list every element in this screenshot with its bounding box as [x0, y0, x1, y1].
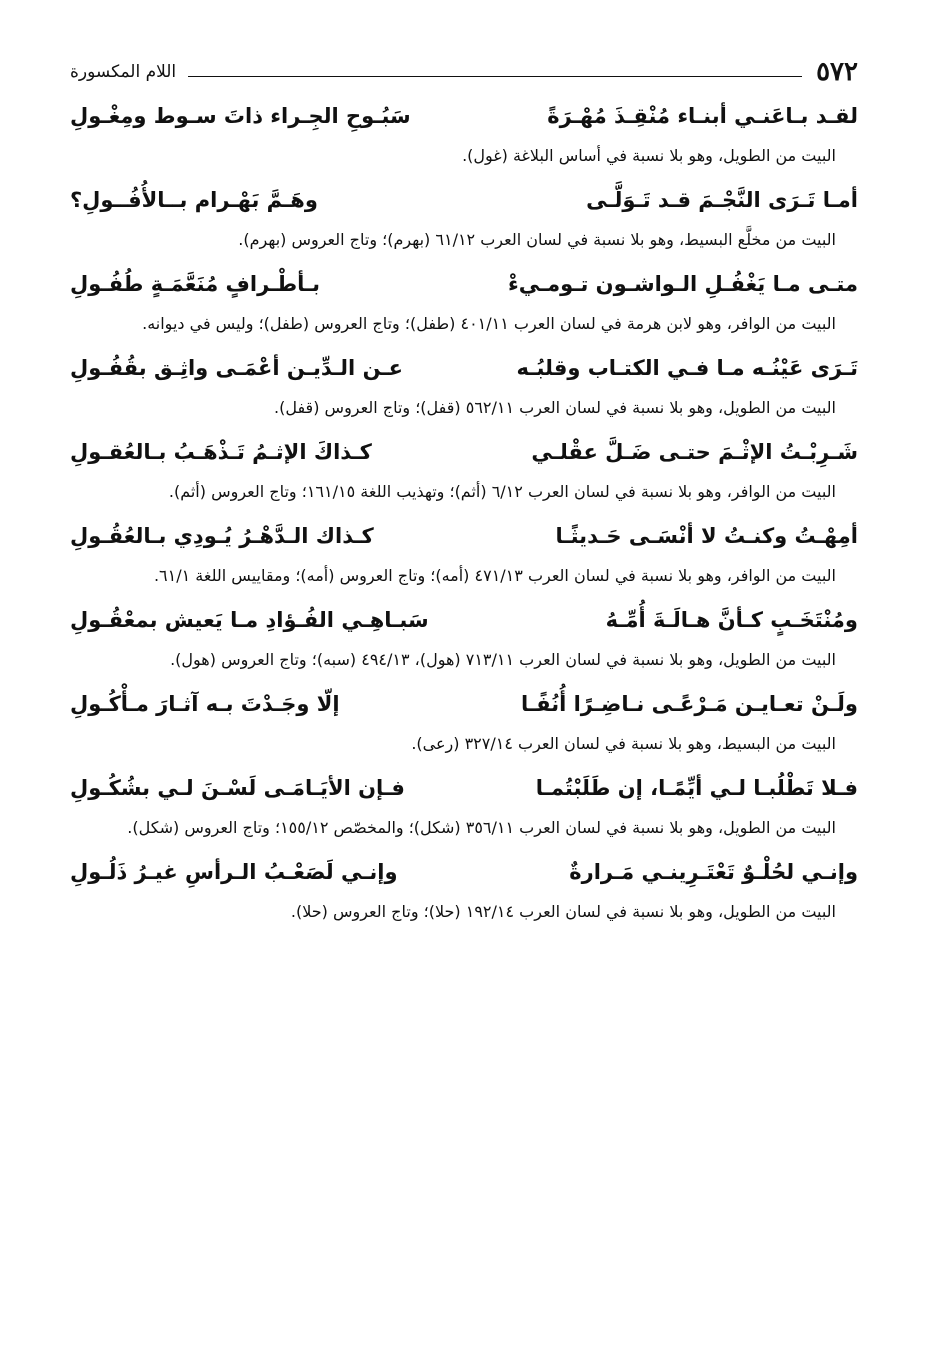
- second-hemistich: كـذاكَ الإثـمُ تَـذْهَـبُ بـالعُقـولِ: [70, 440, 372, 464]
- first-hemistich: فـلا تَطْلُبـا لـي أيِّمًـا، إن طَلَبْتُمـا: [535, 776, 858, 800]
- first-hemistich: أمـا تَـرَى النَّجْـمَ قـد تَـوَلَّـى: [586, 188, 858, 212]
- verse-note: البيت من البسيط، وهو بلا نسبة في لسان العرب ٣٢٧/١٤ (رعى).: [411, 734, 836, 753]
- verse-note: البيت من الوافر، وهو بلا نسبة في لسان العرب ٤٧١/١٣ (أمه)؛ وتاج العروس (أمه)؛ ومقاييس اللغة ٦١/١.: [153, 566, 836, 585]
- verse-entry: [70, 680, 858, 760]
- book-page: [70, 52, 858, 932]
- header-rule: [188, 76, 802, 77]
- verse-note: البيت من الوافر، وهو بلا نسبة في لسان العرب ٦/١٢ (أثم)؛ وتهذيب اللغة ١٦١/١٥؛ وتاج العروس (أثم).: [168, 482, 836, 501]
- verse-line: [70, 596, 858, 644]
- verse-note: البيت من الطويل، وهو بلا نسبة في أساس البلاغة (غول).: [462, 146, 836, 165]
- verse-line: [70, 848, 858, 896]
- verse-entry: [70, 764, 858, 844]
- second-hemistich: وهَـمَّ بَهْـرام بــالأُفُــولِ؟: [70, 188, 318, 212]
- first-hemistich: ولَـنْ تعـايـن مَـرْعًـى نـاضِـرًا أُنُفًـا: [521, 692, 858, 716]
- verse-note: البيت من الطويل، وهو بلا نسبة في لسان العرب ٥٦٢/١١ (قفل)؛ وتاج العروس (قفل).: [274, 398, 836, 417]
- verse-entry: [70, 512, 858, 592]
- second-hemistich: سَبُـوحِ الجِـراء ذاتَ سـوط ومِغْـولِ: [70, 104, 411, 128]
- verse-note: البيت من الطويل، وهو بلا نسبة في لسان العرب ١٩٢/١٤ (حلا)؛ وتاج العروس (حلا).: [290, 902, 836, 921]
- second-hemistich: عـن الـدِّيـن أعْمَـى واثِـق بقُفُـولِ: [70, 356, 403, 380]
- verse-entry: [70, 260, 858, 340]
- first-hemistich: تَـرَى عَيْنُـه مـا فـي الكتـاب وقلبُـه: [516, 356, 858, 380]
- first-hemistich: أمِهْـتُ وكنـتُ لا أنْسَـى حَـديثًـا: [555, 524, 858, 548]
- second-hemistich: سَبـاهِـي الفُـؤادِ مـا يَعيش بمعْقُـولِ: [70, 608, 429, 632]
- verse-line: [70, 428, 858, 476]
- second-hemistich: بـأطْـرافٍ مُنَعَّمَـةٍ طُفُـولِ: [70, 272, 321, 296]
- verse-line: [70, 92, 858, 140]
- first-hemistich: متـى مـا يَغْفُـلِ الـواشـون تـومـيءْ: [507, 272, 858, 296]
- verse-line: [70, 764, 858, 812]
- verse-entry: [70, 344, 858, 424]
- first-hemistich: وإنـي لحُلْـوٌ تَعْتَـرِينـي مَـرارةٌ: [569, 860, 858, 884]
- verse-line: [70, 176, 858, 224]
- second-hemistich: كـذاك الـدَّهْـرُ يُـودِي بـالعُقُـولِ: [70, 524, 374, 548]
- second-hemistich: وإنـي لَصَعْـبُ الـرأسِ غيـرُ ذَلُـولِ: [70, 860, 398, 884]
- verse-line: [70, 512, 858, 560]
- page-header: [70, 52, 858, 92]
- first-hemistich: ومُنْتَخَـبٍ كـأنَّ هـالَـةَ أُمِّـهُ: [605, 608, 858, 632]
- verse-note: البيت من الطويل، وهو بلا نسبة في لسان العرب ٧١٣/١١ (هول)، ٤٩٤/١٣ (سبه)؛ وتاج العروس (هول).: [170, 650, 836, 669]
- verse-note: البيت من الوافر، وهو لابن هرمة في لسان العرب ٤٠١/١١ (طفل)؛ وتاج العروس (طفل)؛ وليس في ديوانه.: [142, 314, 836, 333]
- verse-entry: [70, 92, 858, 172]
- verse-line: [70, 344, 858, 392]
- running-title: اللام المكسورة: [70, 62, 177, 82]
- verse-entry: [70, 428, 858, 508]
- verse-entry: [70, 176, 858, 256]
- verse-line: [70, 260, 858, 308]
- second-hemistich: فـإن الأيَـامَـى لَسْـنَ لـي بشُكُـولِ: [70, 776, 405, 800]
- first-hemistich: لقـد بـاعَنـي أبنـاء مُنْقِـذَ مُهْـرَةً: [547, 104, 858, 128]
- verse-entry: [70, 848, 858, 928]
- verse-note: البيت من مخلَّع البسيط، وهو بلا نسبة في لسان العرب ٦١/١٢ (بهرم)؛ وتاج العروس (بهرم).: [238, 230, 836, 249]
- page-number: ٥٧٢: [816, 57, 858, 87]
- verse-entry: [70, 596, 858, 676]
- second-hemistich: إلّا وجَـدْتَ بـه آثـارَ مـأْكُـولِ: [70, 692, 340, 716]
- verse-note: البيت من الطويل، وهو بلا نسبة في لسان العرب ٣٥٦/١١ (شكل)؛ والمخصّص ١٥٥/١٢؛ وتاج العروس (شكل).: [127, 818, 836, 837]
- verse-line: [70, 680, 858, 728]
- first-hemistich: شَـرِبْـتُ الإثْـمَ حتـى ضَـلَّ عقْلـي: [531, 440, 858, 464]
